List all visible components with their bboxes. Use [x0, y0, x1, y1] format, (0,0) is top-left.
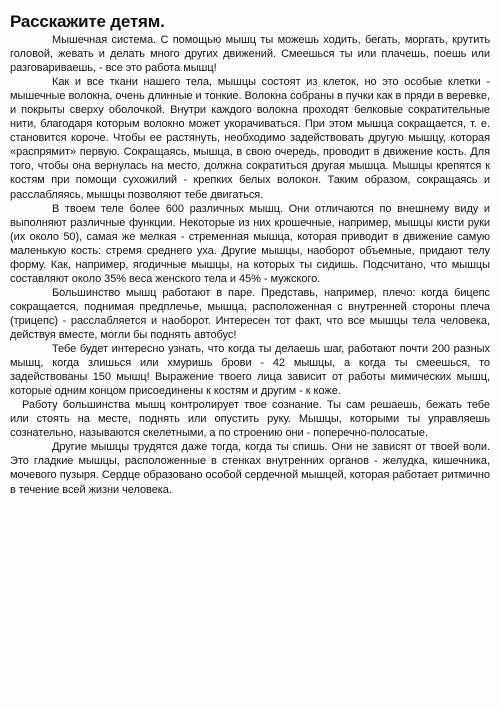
paragraph-smooth-muscles: Другие мышцы трудятся даже тогда, когда ты спишь. Они не зависят от твоей воли. Это гладкие мышцы, расположенные в стенках внутренних органов - желудка, кишечника, мочевого пузыря. Сердце образовано особой сердечной мышцей, которая работает ритмично в течение всей жизни человека.	[10, 441, 490, 496]
paragraph-skeletal-muscles: Работу большинства мышц контролирует твое сознание. Ты сам решаешь, бежать тебе или стоять на месте, поднять или опустить руку. Мышцы, которыми ты управляешь сознательно, называются скелетными, а по строению они - поперечно-полосатые.	[10, 399, 490, 440]
paragraph-muscle-fibers: Как и все ткани нашего тела, мышцы состоят из клеток, но это особые клетки - мышечные волокна, очень длинные и тонкие. Волокна собраны в пучки как в пряди в веревке, и покрыты сверху оболочкой. Внутри каждого волокна проходят белковые сократительные нити, благодаря которым волокно может укорачиваться. При этом мышца сокращается, т. е. становится короче. Чтобы ее растянуть, необходимо задействовать другую мышцу, которая «распрямит» первую. Сокращаясь, мышца, в свою очередь, проводит в движение кость. Для того, чтобы она вернулась на место, должна сократиться другая мышца. Мышцы крепятся к костям при помощи сухожилий - крепких белых волокон. Таким образом, сокращаясь и расслабляясь, мышцы позволяют тебе двигаться.	[10, 76, 490, 201]
paragraph-muscular-system-intro: Мышечная система. С помощью мышц ты можешь ходить, бегать, моргать, крутить головой, жевать и делать много других движений. Смеешься ты или плачешь, поешь или разговариваешь, - все это работа мышц!	[10, 34, 490, 75]
document-title: Расскажите детям.	[10, 12, 165, 31]
paragraph-600-muscles: В твоем теле более 600 различных мышц. Они отличаются по внешнему виду и выполняют различные функции. Некоторые из них крошечные, например, мышцы кисти руки (их около 50), самая же мелкая - стременная мышца, которая приводит в движение самую маленькую кость: стремя среднего уха. Другие мышцы, наоборот объемные, придают телу форму. Как, например, ягодичные мышцы, на которых ты сидишь. Подсчитано, что мышцы составляют около 35% веса женского тела и 45% - мужского.	[10, 202, 490, 285]
paragraph-muscle-pairs: Большинство мышц работают в паре. Представь, например, плечо: когда бицепс сокращается, поднимая предплечье, мышца, расположенная с внутренней стороны плеча (трицепс) - расслабляется и наоборот. Интересен тот факт, что все мышцы тела человека, действуя вместе, могли бы поднять автобус!	[10, 286, 490, 341]
paragraph-facial-muscles: Тебе будет интересно узнать, что когда ты делаешь шаг, работают почти 200 разных мышц, когда злишься или хмуришь брови - 42 мышцы, а когда ты смеешься, то задействованы 150 мышц! Выражение твоего лица зависит от работы мимических мышц, которые одним концом присоединены к костям и другим - к коже.	[10, 343, 490, 398]
